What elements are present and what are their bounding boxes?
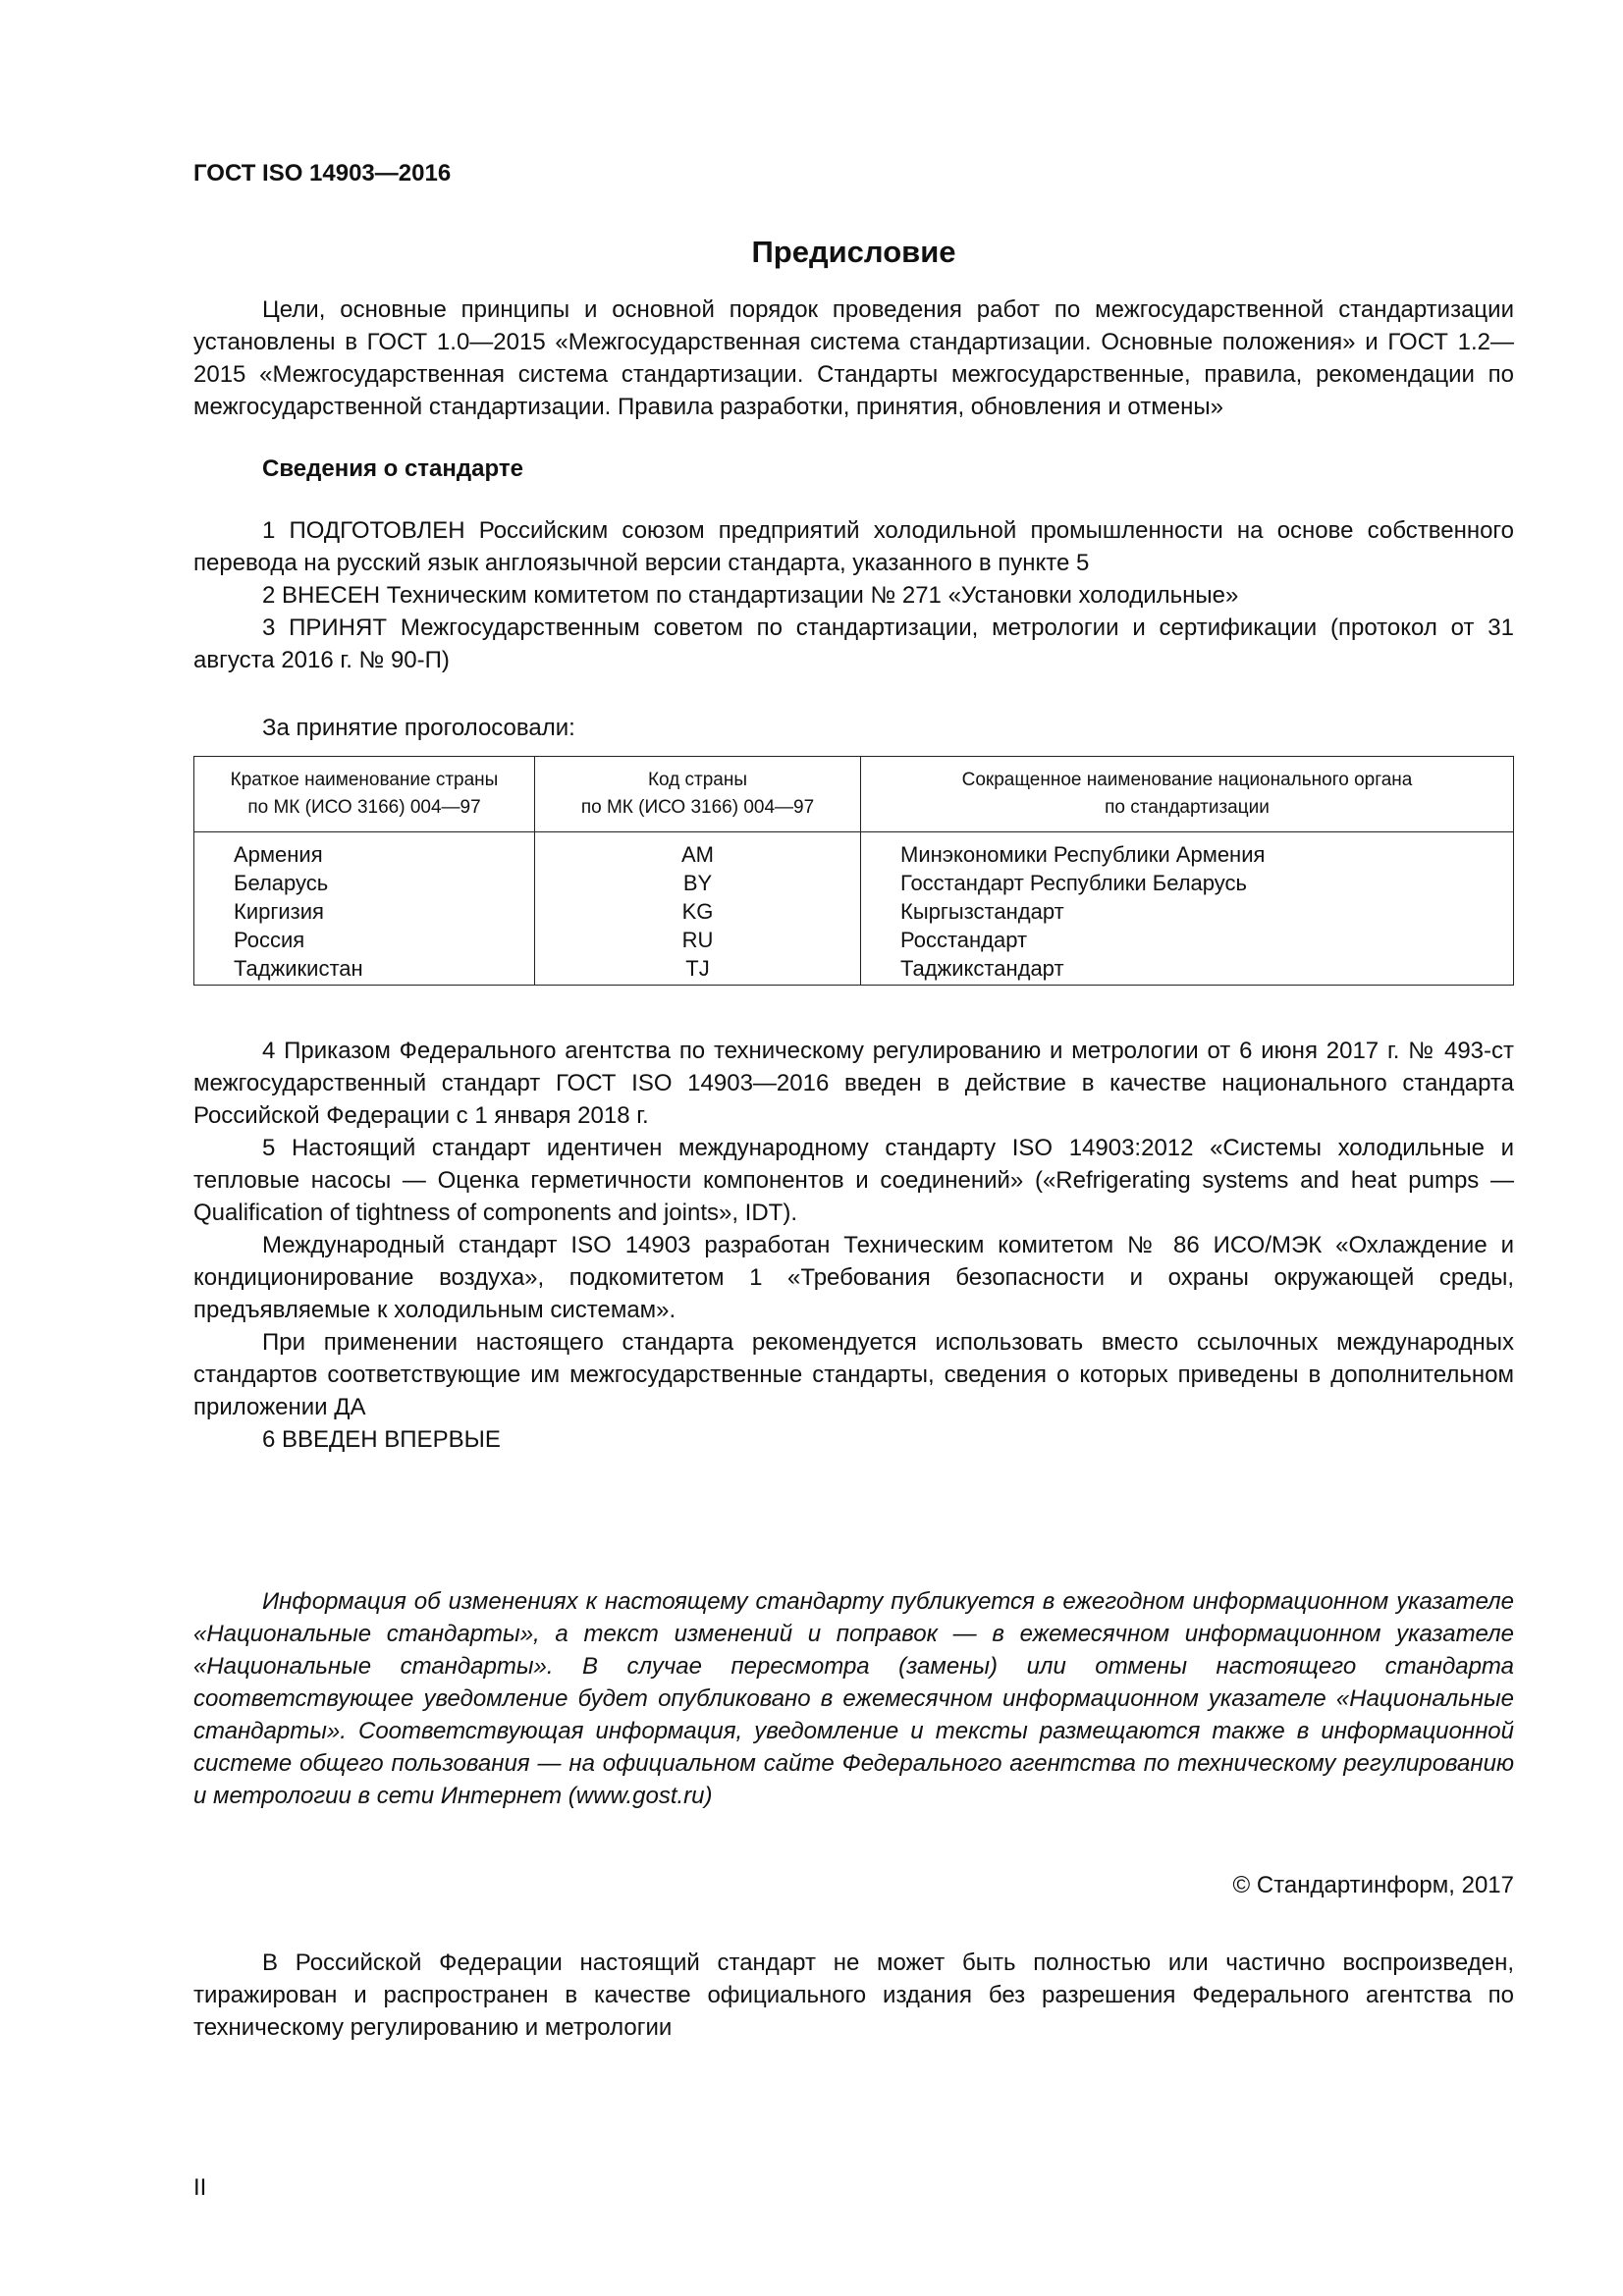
header-country [194,757,535,832]
votes-table [193,756,1514,986]
cell-code: RU [535,926,861,954]
amendments-info-note: Информация об изменениях к настоящему стандарту публикуется в ежегодном информационном указателе «Национальные стандарты», а текст изменений и поправок — в ежемесячном информационном указателе «Национальные стандарты». В случае пересмотра (замены) или отмены настоящего стандарта соответствующее уведомление будет опубликовано в ежемесячном информационном указателе «Национальные стандарты». Соответствующая информация, уведомление и тексты размещаются также в информационной системе общего пользования — на официальном сайте Федерального агентства по техническому регулированию и метрологии в сети Интернет (www.gost.ru) [193,1588,1514,1809]
cell-org: Таджикстандарт [861,954,1514,986]
header-code-line2: по МК (ИСО 3166) 004—97 [580,797,815,818]
item-adopted: 3 ПРИНЯТ Межгосударственным советом по стандартизации, метрологии и сертификации (протокол от 31 августа 2016 г. № 90-П) [193,614,1514,673]
cell-country: Армения [194,832,535,870]
table-row [194,954,1514,986]
item-identical-para3: При применении настоящего стандарта рекомендуется использовать вместо ссылочных международных стандартов соответствующие им межгосударственные стандарты, сведения о которых приведены в дополнительном приложении ДА [193,1329,1514,1420]
item-identical-para2: Международный стандарт ISO 14903 разработан Техническим комитетом № 86 ИСО/МЭК «Охлаждение и кондиционирование воздуха», подкомитетом 1 «Требования безопасности и охраны окружающей среды, предъявляемые к холодильным системам». [193,1232,1514,1323]
item-prepared: 1 ПОДГОТОВЛЕН Российским союзом предприятий холодильной промышленности на основе собственного перевода на русский язык англоязычной версии стандарта, указанного в пункте 5 [193,517,1514,576]
table-row [194,926,1514,954]
items-after-table [193,1035,1514,1456]
cell-org: Минэкономики Республики Армения [861,832,1514,870]
cell-code: BY [535,869,861,897]
copyright-notice: © Стандартинформ, 2017 [1232,1872,1514,1898]
cell-code: TJ [535,954,861,986]
cell-country: Киргизия [194,897,535,926]
header-org-line1: Сокращенное наименование национального органа [961,770,1413,790]
item-put-into-effect: 4 Приказом Федерального агентства по техническому регулированию и метрологии от 6 июня 2017 г. № 493-ст межгосударственный стандарт ГОСТ ISO 14903—2016 введен в действие в качестве национального стандарта Российской Федерации с 1 января 2018 г. [193,1038,1514,1129]
vote-label: За принятие проголосовали: [262,715,575,741]
cell-org: Кыргызстандарт [861,897,1514,926]
item-identical: 5 Настоящий стандарт идентичен международному стандарту ISO 14903:2012 «Системы холодильные и тепловые насосы — Оценка герметичности компонентов и соединений» («Refrigerating systems and heat pumps — Qualification of tightness of components and joints», IDT). [193,1135,1514,1226]
header-org [861,757,1514,832]
page-number: II [193,2174,207,2201]
header-code-line1: Код страны [647,770,748,790]
header-country-line1: Краткое наименование страны [230,770,499,790]
header-org-line2: по стандартизации [1105,797,1270,818]
cell-country: Россия [194,926,535,954]
header-country-line2: по МК (ИСО 3166) 004—97 [247,797,481,818]
cell-country: Таджикистан [194,954,535,986]
cell-org: Росстандарт [861,926,1514,954]
foreword-title: Предисловие [751,235,956,269]
table-row [194,897,1514,926]
standard-info-subheading: Сведения о стандарте [262,455,523,482]
document-code-header: ГОСТ ISO 14903—2016 [193,160,452,187]
votes-table-header-row [194,757,1514,832]
cell-code: AM [535,832,861,870]
foreword-intro-paragraph: Цели, основные принципы и основной порядок проведения работ по межгосударственной стандартизации установлены в ГОСТ 1.0—2015 «Межгосударственная система стандартизации. Основные положения» и ГОСТ 1.2—2015 «Межгосударственная система стандартизации. Стандарты межгосударственные, правила, рекомендации по межгосударственной стандартизации. Правила разработки, принятия, обновления и отмены» [193,296,1514,420]
item-submitted: 2 ВНЕСЕН Техническим комитетом по стандартизации № 271 «Установки холодильные» [262,582,1239,609]
rf-reproduction-notice: В Российской Федерации настоящий стандарт не может быть полностью или частично воспроизведен, тиражирован и распространен в качестве официального издания без разрешения Федерального агентства по техническому регулированию и метрологии [193,1949,1514,2041]
item-first-introduced: 6 ВВЕДЕН ВПЕРВЫЕ [262,1426,501,1453]
cell-code: KG [535,897,861,926]
document-page [193,157,1514,2044]
cell-country: Беларусь [194,869,535,897]
table-row [194,832,1514,870]
cell-org: Госстандарт Республики Беларусь [861,869,1514,897]
header-code [535,757,861,832]
table-row [194,869,1514,897]
